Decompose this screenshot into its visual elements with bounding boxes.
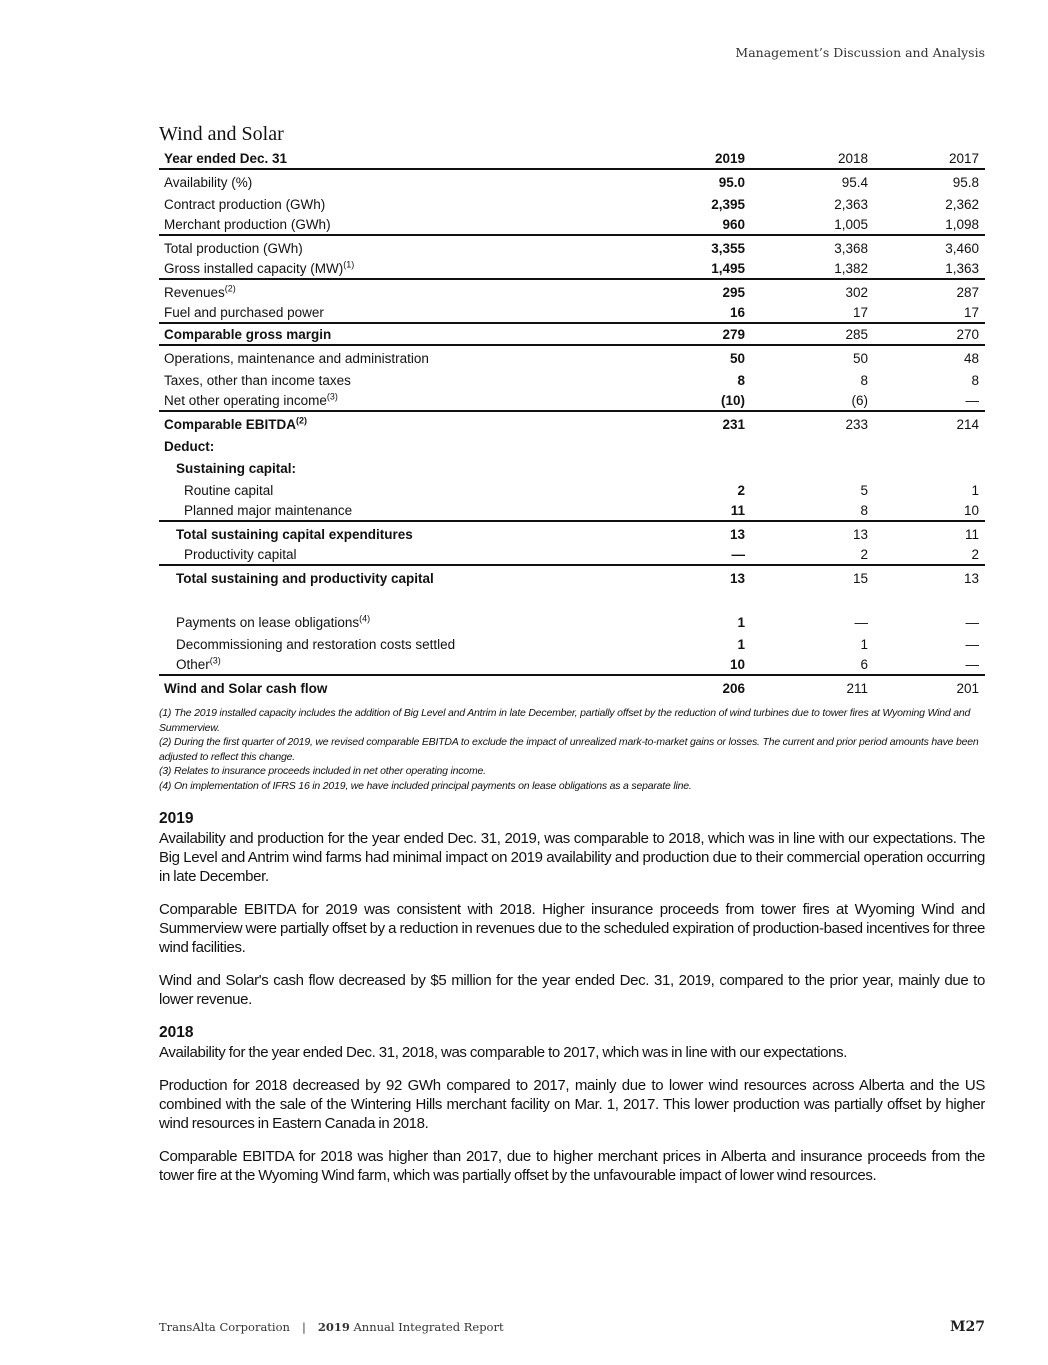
value-2019: 13 [729, 571, 745, 586]
row-label-text: Contract production (GWh) [164, 197, 326, 212]
row-label-text: Planned major maintenance [184, 503, 353, 518]
value-2019: 231 [722, 417, 745, 432]
footnote-ref: (1) [343, 259, 355, 270]
value-2019: 1 [737, 615, 745, 630]
row-label [159, 169, 635, 192]
value-2017: — [965, 615, 979, 630]
value-2018: 2,363 [834, 197, 868, 212]
row-label [159, 390, 635, 411]
section-title: Wind and Solar [159, 123, 284, 145]
value-2017: 11 [964, 527, 979, 542]
header-2018: 2018 [763, 148, 874, 169]
value-2018: 13 [852, 527, 868, 542]
value-2017 [874, 434, 985, 456]
table-row [159, 434, 985, 456]
value-2018: 8 [763, 500, 874, 521]
value-2018: 8 [860, 373, 868, 388]
row-label [159, 434, 635, 456]
footer-company: TransAlta Corporation [159, 1320, 290, 1334]
row-label-text: Merchant production (GWh) [164, 217, 331, 232]
table-row [159, 235, 985, 258]
footnote-ref: (3) [209, 655, 221, 666]
table-header-row [159, 148, 985, 169]
value-2017: 2,362 [945, 197, 979, 212]
table-row [159, 368, 985, 390]
value-2017: 1 [971, 483, 979, 498]
value-2017 [874, 456, 985, 478]
row-label [159, 521, 635, 544]
table-row [159, 610, 985, 632]
row-label-text: Availability (%) [164, 175, 253, 190]
value-2019: 960 [635, 214, 763, 235]
row-label [159, 258, 635, 279]
row-label-text: Other [176, 657, 210, 672]
value-2017: — [965, 637, 979, 652]
footer-separator: | [301, 1320, 306, 1334]
table-row [159, 192, 985, 214]
table-row [159, 632, 985, 654]
heading-2019: 2019 [159, 810, 194, 827]
row-label-text: Gross installed capacity (MW) [164, 261, 344, 276]
table-row [159, 302, 985, 323]
value-2017: 3,460 [945, 241, 979, 256]
value-2019: 11 [635, 500, 763, 521]
row-label-text: Payments on lease obligations [176, 615, 360, 630]
value-2019: 206 [722, 681, 745, 696]
value-2019: 10 [635, 654, 763, 675]
row-label [159, 235, 635, 258]
value-2018: 3,368 [834, 241, 868, 256]
row-label [159, 279, 635, 302]
value-2019: 1,495 [635, 258, 763, 279]
value-2018: 211 [846, 681, 868, 696]
value-2018 [763, 434, 874, 456]
value-2018: 2 [763, 544, 874, 565]
value-2018 [763, 456, 874, 478]
footnote: (4) On implementation of IFRS 16 in 2019, we have included principal payments on lease obligations as a separate line. [159, 779, 692, 792]
paragraph: Production for 2018 decreased by 92 GWh compared to 2017, mainly due to lower wind resources across Alberta and the US combined with the sale of the Wintering Hills merchant facility on Mar. 1, 2017. This lower production was partially offset by higher wind resources in Eastern Canada in 2018. [159, 1077, 985, 1132]
footer [159, 1320, 504, 1334]
value-2019: — [635, 544, 763, 565]
value-2019: 16 [635, 302, 763, 323]
value-2018: 1 [860, 637, 868, 652]
row-label-text: Deduct: [164, 439, 215, 454]
row-label [159, 654, 635, 675]
row-label-text: Wind and Solar cash flow [164, 681, 328, 696]
table-row [159, 411, 985, 434]
row-label-text: Operations, maintenance and administration [164, 351, 429, 366]
paragraph: Availability for the year ended Dec. 31, 2018, was comparable to 2017, which was in line with our expectations. [159, 1044, 848, 1061]
value-2018: 15 [852, 571, 868, 586]
paragraph: Comparable EBITDA for 2018 was higher than 2017, due to higher merchant prices in Alberta and insurance proceeds from the tower fire at the Wyoming Wind farm, which was partially offset by the unfavourable impact of lower wind resources. [159, 1148, 985, 1184]
value-2017: 270 [874, 323, 985, 345]
table-row [159, 345, 985, 368]
footer-year: 2019 [317, 1320, 350, 1334]
value-2017: 201 [956, 681, 979, 696]
row-label [159, 214, 635, 235]
row-label [159, 500, 635, 521]
value-2018: 95.4 [841, 175, 868, 190]
value-2018: 285 [763, 323, 874, 345]
row-label [159, 456, 635, 478]
footnotes [159, 706, 985, 793]
value-2019: 13 [729, 527, 745, 542]
row-label-text: Total sustaining and productivity capital [176, 571, 434, 586]
table-row [159, 258, 985, 279]
table-row [159, 565, 985, 588]
spacer-cell [159, 588, 985, 610]
page-footer [159, 1295, 985, 1335]
value-2019: (10) [635, 390, 763, 411]
row-label-text: Total sustaining capital expenditures [176, 527, 413, 542]
footnote-ref: (2) [224, 283, 236, 294]
paragraph: Comparable EBITDA for 2019 was consistent with 2018. Higher insurance proceeds from tower fires at Wyoming Wind and Summerview were partially offset by a reduction in revenues due to the scheduled expiration of production-based incentives for three wind facilities. [159, 901, 985, 956]
footnote-ref: (3) [326, 391, 338, 402]
row-label [159, 302, 635, 323]
value-2017: 10 [874, 500, 985, 521]
table-row [159, 279, 985, 302]
value-2019: 1 [737, 637, 745, 652]
row-label-text: Revenues [164, 285, 225, 300]
row-label [159, 323, 635, 345]
value-2019: 2,395 [711, 197, 745, 212]
value-2017: 95.8 [952, 175, 979, 190]
row-label-text: Fuel and purchased power [164, 305, 324, 320]
paragraph: Wind and Solar's cash flow decreased by $5 million for the year ended Dec. 31, 2019, compared to the prior year, mainly due to lower revenue. [159, 972, 985, 1008]
value-2018: — [854, 615, 868, 630]
value-2018: (6) [763, 390, 874, 411]
row-label [159, 632, 635, 654]
row-label-text: Net other operating income [164, 393, 327, 408]
row-label-text: Productivity capital [184, 547, 297, 562]
body-text [159, 809, 985, 1199]
value-2019: 95.0 [718, 175, 745, 190]
footer-report: Annual Integrated Report [353, 1320, 504, 1334]
table-row [159, 456, 985, 478]
footnote-ref: (2) [296, 415, 308, 426]
table-row [159, 478, 985, 500]
row-label [159, 565, 635, 588]
row-label [159, 675, 635, 698]
wind-solar-table [159, 148, 985, 698]
value-2019: 8 [737, 373, 745, 388]
heading-2018: 2018 [159, 1024, 194, 1041]
value-2018: 6 [763, 654, 874, 675]
value-2017: 13 [963, 571, 979, 586]
table-row [159, 390, 985, 411]
value-2019: 295 [722, 285, 745, 300]
value-2019: 3,355 [711, 241, 745, 256]
value-2017: 17 [874, 302, 985, 323]
table-row [159, 521, 985, 544]
paragraph: Availability and production for the year ended Dec. 31, 2019, was comparable to 2018, which was in line with our expectations. The Big Level and Antrim wind farms had minimal impact on 2019 availability and production due to their commercial operation occurring in late December. [159, 830, 985, 885]
header-2017: 2017 [874, 148, 985, 169]
table-row [159, 675, 985, 698]
value-2018: 5 [860, 483, 868, 498]
value-2018: 50 [852, 351, 868, 366]
value-2017: — [874, 390, 985, 411]
row-label [159, 478, 635, 500]
table-row [159, 169, 985, 192]
value-2018: 233 [845, 417, 868, 432]
footnote-ref: (4) [359, 613, 371, 624]
header-label: Year ended Dec. 31 [159, 148, 635, 169]
table-row [159, 654, 985, 675]
table-row [159, 544, 985, 565]
value-2017: 1,363 [874, 258, 985, 279]
row-label-text: Comparable EBITDA [164, 417, 297, 432]
running-head: Management’s Discussion and Analysis [735, 45, 985, 60]
table-row [159, 500, 985, 521]
value-2018: 1,382 [763, 258, 874, 279]
row-label-text: Comparable gross margin [164, 327, 332, 342]
row-label [159, 610, 635, 632]
value-2018: 302 [845, 285, 868, 300]
row-label-text: Taxes, other than income taxes [164, 373, 351, 388]
value-2017: 214 [956, 417, 979, 432]
row-label [159, 411, 635, 434]
footnote: (3) Relates to insurance proceeds included in net other operating income. [159, 765, 486, 777]
row-label-text: Routine capital [184, 483, 274, 498]
row-label [159, 544, 635, 565]
value-2017: 48 [963, 351, 979, 366]
header-2019: 2019 [635, 148, 763, 169]
value-2018: 17 [763, 302, 874, 323]
table-row [159, 214, 985, 235]
value-2018: 1,005 [763, 214, 874, 235]
footnote: (1) The 2019 installed capacity includes the addition of Big Level and Antrim in late December, partially offset by the reduction of wind turbines due to tower fires at Wyoming Wind and Summerview. [159, 707, 971, 734]
value-2019: 2 [737, 483, 745, 498]
row-label-text: Sustaining capital: [176, 461, 297, 476]
row-label-text: Total production (GWh) [164, 241, 303, 256]
row-label-text: Decommissioning and restoration costs settled [176, 637, 456, 652]
value-2017: 2 [874, 544, 985, 565]
value-2019: 50 [729, 351, 745, 366]
value-2017: 1,098 [874, 214, 985, 235]
table-row [159, 323, 985, 345]
spacer-row [159, 588, 985, 610]
row-label [159, 368, 635, 390]
row-label [159, 192, 635, 214]
value-2017: 8 [971, 373, 979, 388]
value-2017: — [874, 654, 985, 675]
page-number: M27 [950, 1319, 985, 1335]
value-2017: 287 [956, 285, 979, 300]
footnote: (2) During the first quarter of 2019, we revised comparable EBITDA to exclude the impact of unrealized mark-to-market gains or losses. The current and prior period amounts have been adjusted to reflect this change. [159, 736, 979, 763]
value-2019 [635, 434, 763, 456]
value-2019: 279 [635, 323, 763, 345]
value-2019 [635, 456, 763, 478]
row-label [159, 345, 635, 368]
